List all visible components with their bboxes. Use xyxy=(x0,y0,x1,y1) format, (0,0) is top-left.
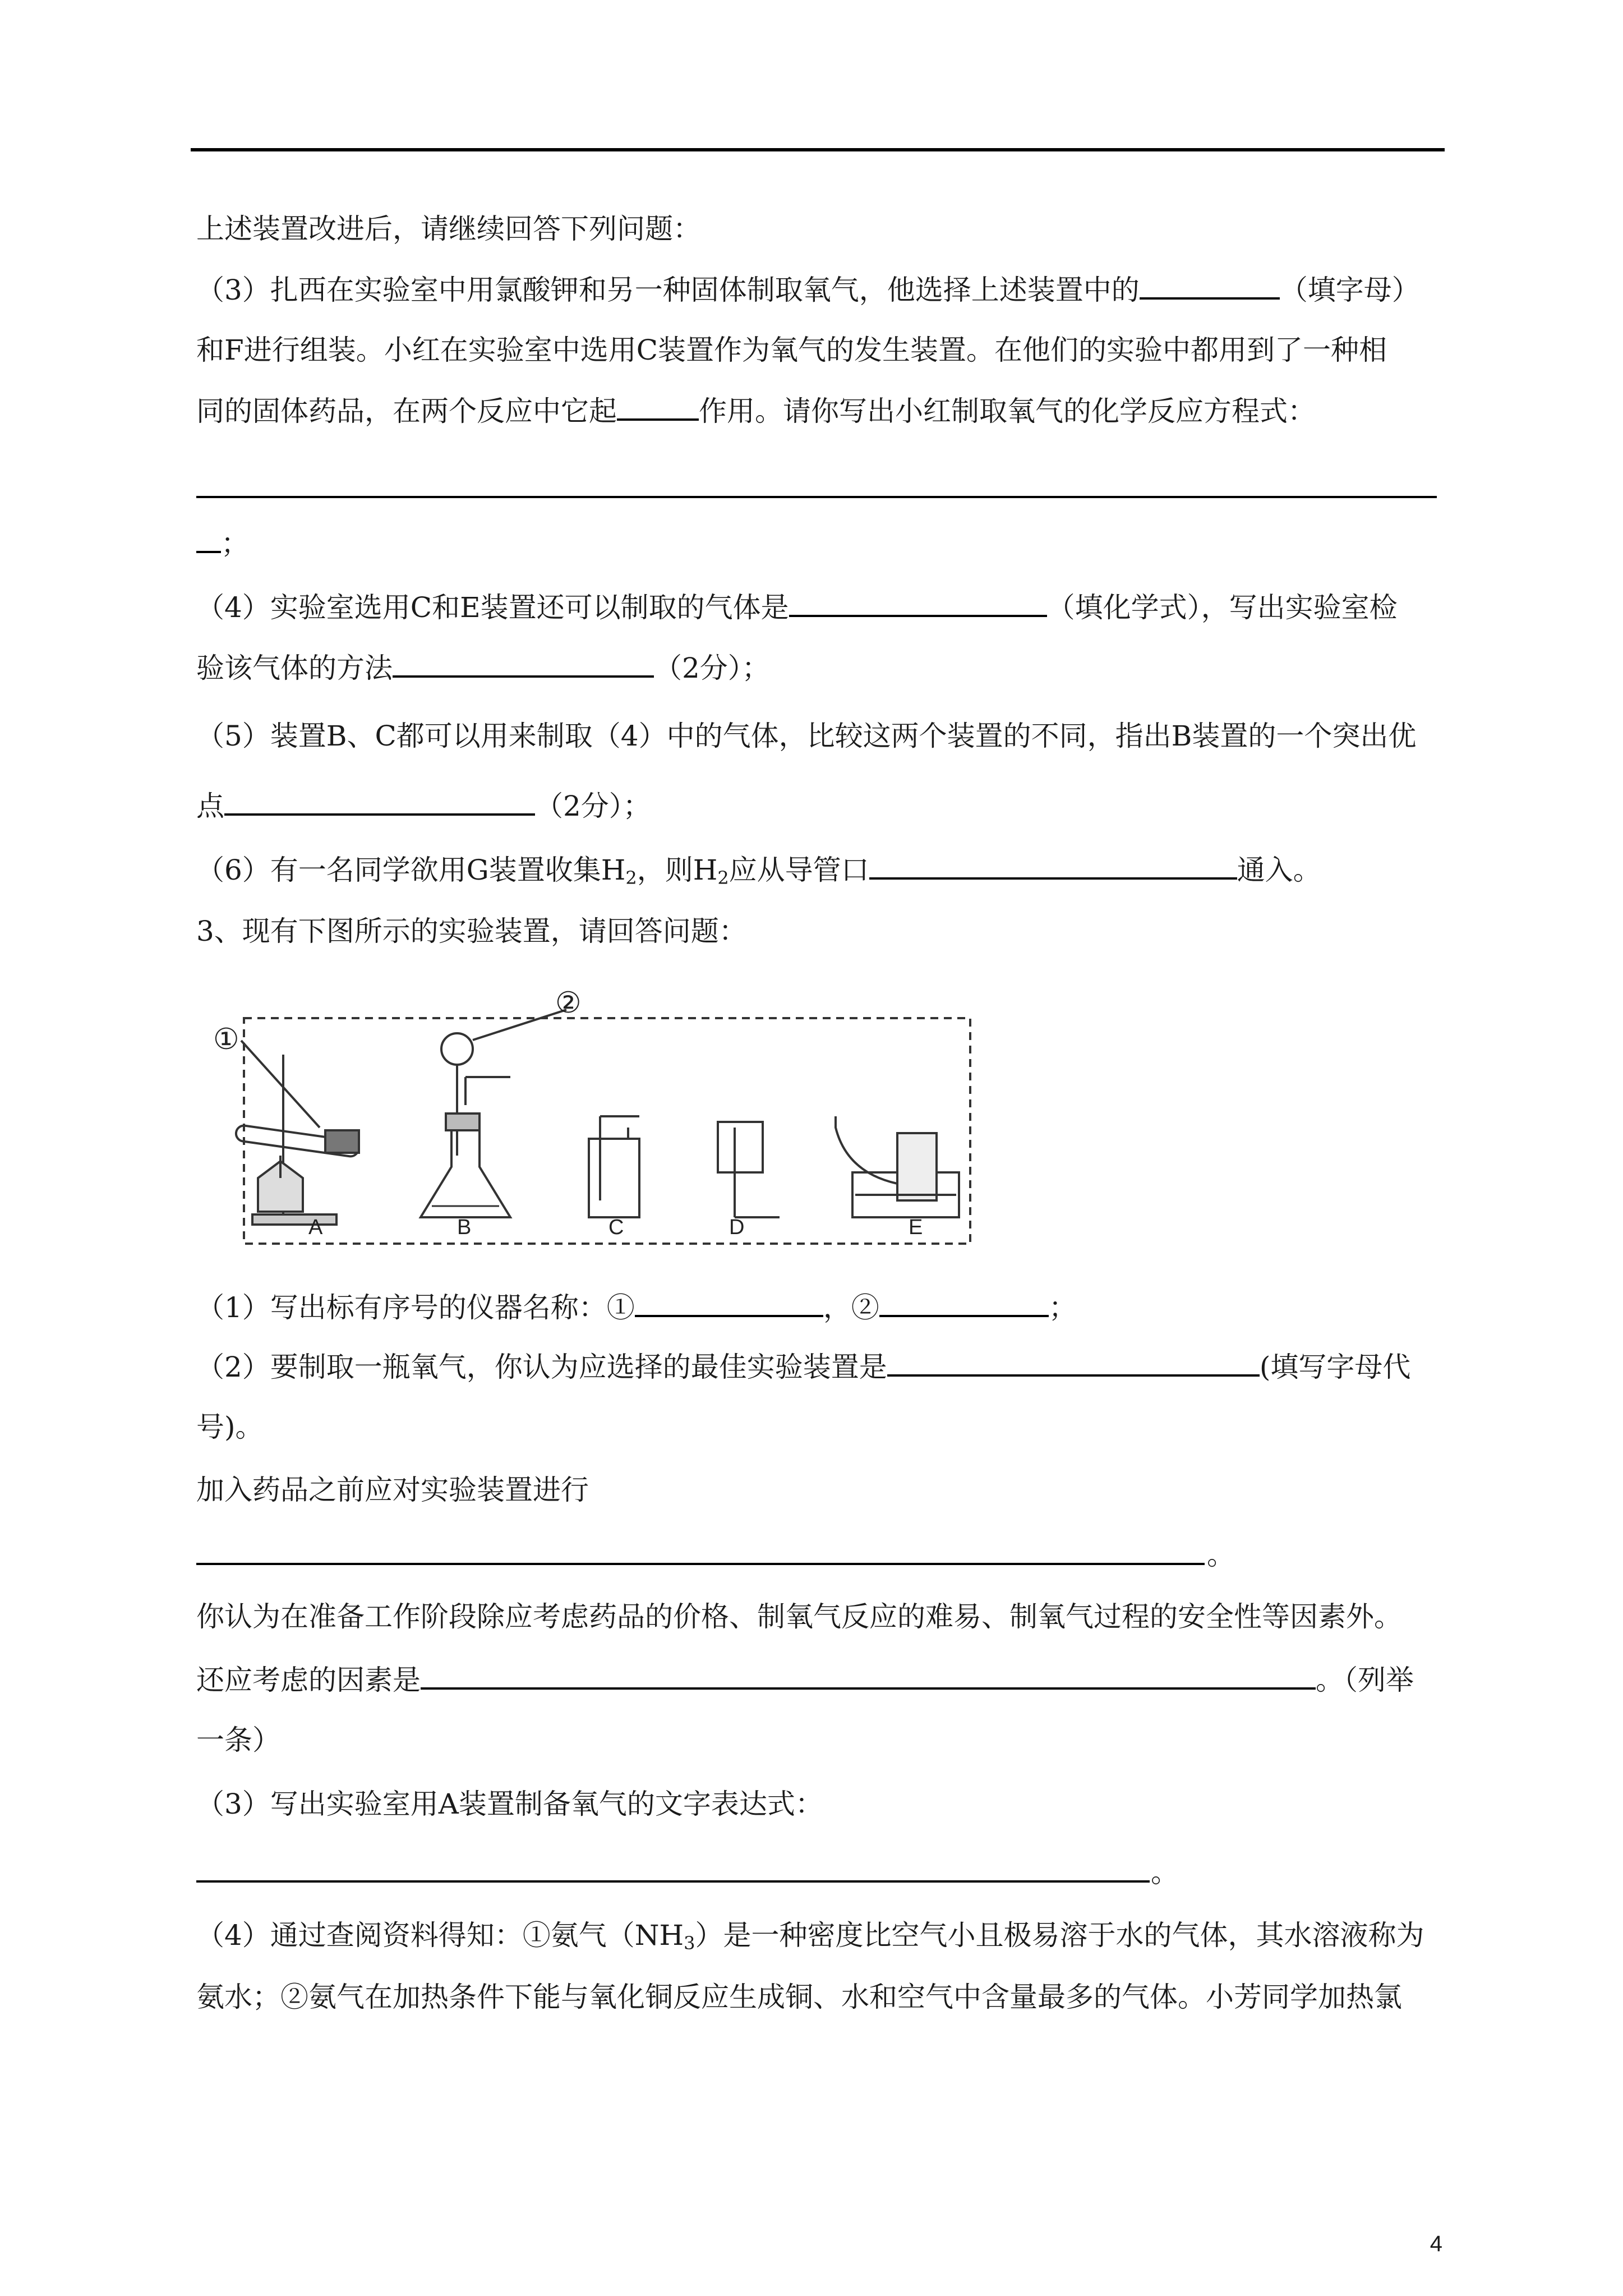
answer-blank-6[interactable] xyxy=(869,853,1237,880)
label-a: A xyxy=(308,1216,323,1239)
answer-blank-sub1b[interactable] xyxy=(879,1290,1049,1317)
sub-q4-line2: 氨水；②氨气在加热条件下能与氧化铜反应生成铜、水和空气中含量最多的气体。小芳同学加热氯 xyxy=(196,1981,1402,2013)
apparatus-b xyxy=(421,1010,566,1217)
section3-heading: 3、现有下图所示的实验装置，请回答问题： xyxy=(196,915,747,947)
answer-blank-4a[interactable] xyxy=(789,590,1047,617)
apparatus-drawing xyxy=(196,987,981,1251)
sub-q2-line4-end: 。 xyxy=(1207,1539,1235,1571)
q4-line2: 验该气体的方法 （2分）； xyxy=(196,652,770,684)
q4-line1: （4）实验室选用C和E装置还可以制取的气体是 （填化学式），写出实验室检 xyxy=(196,591,1398,624)
answer-blank-sub1a[interactable] xyxy=(635,1290,823,1317)
q5-line1: （5）装置B、C都可以用来制取（4）中的气体，比较这两个装置的不同，指出B装置的一个突出优 xyxy=(196,720,1417,752)
marker-2: ② xyxy=(555,987,582,1020)
sub-q2-line7: 一条） xyxy=(196,1724,280,1756)
apparatus-e xyxy=(836,1116,959,1217)
sub-q4-line1: （4）通过查阅资料得知：①氨气$(NH_3)$是一种密度比空气小且极易溶于水的气体，其水溶液称为 xyxy=(196,1919,1424,1954)
apparatus-c xyxy=(589,1116,639,1217)
sub-q2-line2: 号)。 xyxy=(196,1411,264,1443)
sub-q1-line: （1）写出标有序号的仪器名称：① ，② ； xyxy=(196,1291,1077,1324)
answer-blank-factor[interactable] xyxy=(421,1663,1316,1690)
marker-1: ① xyxy=(213,1023,239,1056)
answer-blank-word-equation[interactable] xyxy=(196,1880,1150,1883)
sub-q2-line1: （2）要制取一瓶氧气，你认为应选择的最佳实验装置是 (填写字母代 xyxy=(196,1351,1411,1383)
apparatus-a xyxy=(235,1041,359,1225)
answer-blank-equation[interactable] xyxy=(196,496,1437,498)
q3-line3: 同的固体药品，在两个反应中它起 作用。请你写出小红制取氧气的化学反应方程式： xyxy=(196,395,1316,427)
sub-q2-line3: 加入药品之前应对实验装置进行 xyxy=(196,1474,589,1506)
q3-line1: （3）扎西在实验室中用氯酸钾和另一种固体制取氧气，他选择上述装置中的 （填字母） xyxy=(196,274,1420,306)
label-c: C xyxy=(608,1216,624,1239)
sub-q3-line2-end: 。 xyxy=(1151,1856,1179,1889)
answer-blank-sub2[interactable] xyxy=(887,1350,1260,1377)
answer-blank-check[interactable] xyxy=(196,1563,1205,1565)
sub-q3-line1: （3）写出实验室用A装置制备氧气的文字表达式： xyxy=(196,1788,823,1820)
q5-line2: 点 （2分）； xyxy=(196,790,651,822)
apparatus-d xyxy=(718,1122,780,1217)
label-e: E xyxy=(909,1216,923,1239)
intro-line: 上述装置改进后，请继续回答下列问题： xyxy=(196,213,701,245)
answer-blank-5[interactable] xyxy=(224,789,535,816)
apparatus-figure xyxy=(196,987,981,1251)
label-b: B xyxy=(457,1216,472,1239)
answer-blank-3a[interactable] xyxy=(1140,273,1280,300)
q6-line: （6）有一名同学欲用G装置收集$H_2$，则$H_2$应从导管口 通入。 xyxy=(196,854,1321,889)
answer-blank-3b[interactable] xyxy=(617,394,699,421)
label-d: D xyxy=(729,1216,745,1239)
answer-blank-4b[interactable] xyxy=(393,651,654,678)
answer-blank-equation-tail[interactable] xyxy=(196,526,221,553)
sub-q2-line5: 你认为在准备工作阶段除应考虑药品的价格、制氧气反应的难易、制氧气过程的安全性等因素外。 xyxy=(196,1600,1402,1633)
page-number: 4 xyxy=(1430,2231,1442,2256)
sub-q2-line6: 还应考虑的因素是 。（列举 xyxy=(196,1664,1414,1696)
header-rule xyxy=(191,148,1445,151)
q3-line2: 和F进行组装。小红在实验室中选用C装置作为氧气的发生装置。在他们的实验中都用到了一种相 xyxy=(196,334,1387,366)
q3-line4: ； xyxy=(196,526,249,560)
